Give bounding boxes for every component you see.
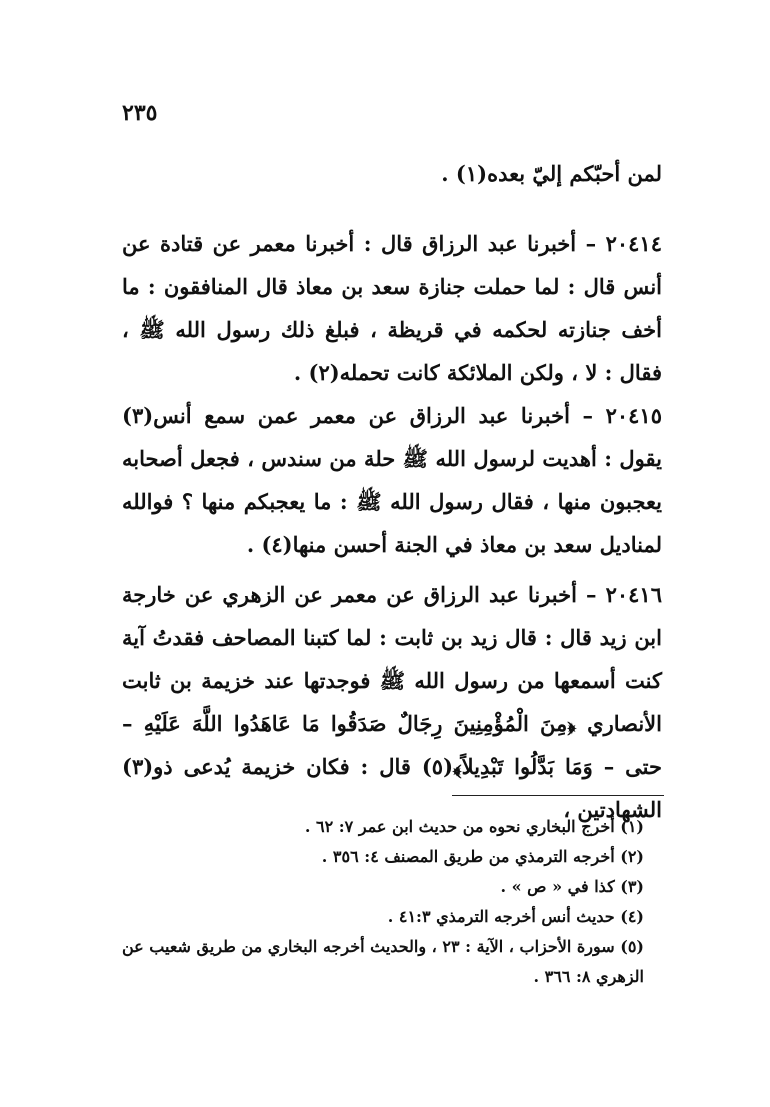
hadith-20415 bbox=[122, 394, 662, 566]
footnote-1: (١) أخرج البخاري نحوه من حديث ابن عمر ٧: ٦٢ . bbox=[304, 817, 644, 836]
footnote-5: (٥) سورة الأحزاب ، الآية : ٢٣ ، والحديث أخرجه البخاري من طريق شعيب عن الزهري ٨: ٣٦٦ . bbox=[121, 937, 644, 986]
continued-text bbox=[122, 152, 662, 195]
footnote-4: (٤) حديث أنس أخرجه الترمذي ٤١:٣ . bbox=[387, 907, 644, 926]
footnote-2: (٢) أخرجه الترمذي من طريق المصنف ٤: ٣٥٦ . bbox=[321, 847, 644, 866]
hadith-20416 bbox=[122, 573, 662, 831]
hadith-text: ٢٠٤١٦ – أخبرنا عبد الرزاق عن معمر عن الزهري عن خارجة ابن زيد قال : قال زيد بن ثابت : لما كتبنا المصاحف فقدتُ آية كنت أسمعها من رسول الله ﷺ فوجدتها عند خزيمة بن ثابت الأنصاري ﴿مِنَ الْمُؤْمِنِينَ رِجَالٌ صَدَقُوا مَا عَاهَدُوا اللَّهَ عَلَيْهِ – حتى – وَمَا بَدَّلُوا تَبْدِيلاً﴾(٥) قال : فكان خزيمة يُدعى ذو(٣) الشهادتين ، bbox=[122, 582, 662, 822]
footnotes bbox=[122, 812, 662, 992]
hadith-text: ٢٠٤١٤ – أخبرنا عبد الرزاق قال : أخبرنا معمر عن قتادة عن أنس قال : لما حملت جنازة سعد بن معاذ قال المنافقون : ما أخف جنازته لحكمه في قريظة ، فبلغ ذلك رسول الله ﷺ ، فقال : لا ، ولكن الملائكة كانت تحمله(٢) . bbox=[122, 231, 662, 385]
hadith-20414 bbox=[122, 222, 662, 394]
intro-line: لمن أحبّكم إليّ بعده(١) . bbox=[441, 161, 662, 186]
hadith-text: ٢٠٤١٥ – أخبرنا عبد الرزاق عن معمر عمن سمع أنس(٣) يقول : أهديت لرسول الله ﷺ حلة من سندس ، فجعل أصحابه يعجبون منها ، فقال رسول الله ﷺ : ما يعجبكم منها ؟ فوالله لمناديل سعد بن معاذ في الجنة أحسن منها(٤) . bbox=[122, 403, 662, 557]
footnote-3: (٣) كذا في « ص » . bbox=[500, 877, 644, 896]
page-number: ٢٣٥ bbox=[122, 100, 158, 126]
footnote-divider bbox=[452, 795, 664, 796]
